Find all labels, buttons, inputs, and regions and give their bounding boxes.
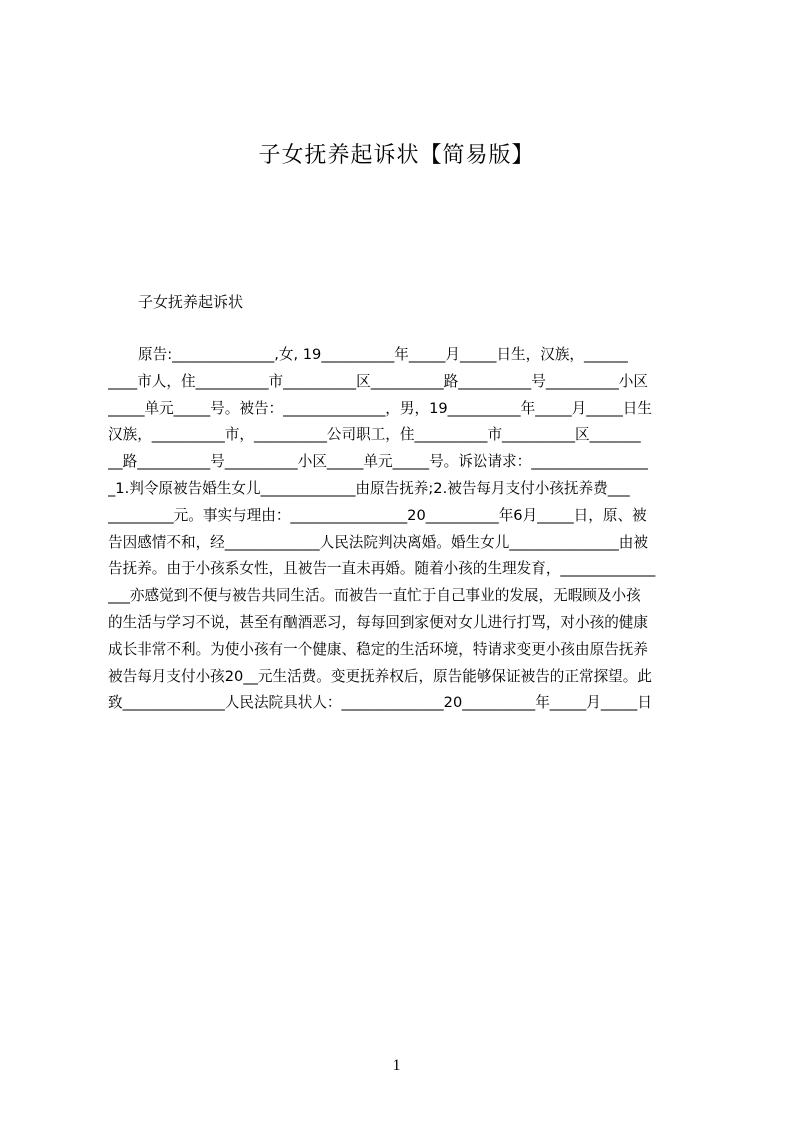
- body-line: 的生活与学习不说，甚至有酗酒恶习，每每回到家便对女儿进行打骂，对小孩的健康: [108, 613, 648, 631]
- body-line: 告抚养。由于小孩系女性，且被告一直未再婚。随着小孩的生理发育，_____________: [108, 560, 656, 578]
- body-line: __路__________号__________小区_____单元_____号。诉讼请求：________________: [108, 453, 648, 471]
- body-line: _1.判令原被告婚生女儿_____________由原告抚养;2.被告每月支付小孩抚养费___: [108, 479, 630, 497]
- body-line: 被告每月支付小孩20__元生活费。变更抚养权后，原告能够保证被告的正常探望。此: [108, 667, 652, 685]
- body-line: _________元。事实与理由：________________20__________年6月_____日，原、被: [108, 506, 647, 524]
- body-line: ___亦感觉到不便与被告共同生活。而被告一直忙于自己事业的发展，无暇顾及小孩: [108, 587, 641, 605]
- document-title: 子女抚养起诉状【简易版】: [258, 143, 535, 168]
- body-line: 致______________人民法院具状人：______________20__________年_____月_____日: [108, 694, 652, 712]
- document-subtitle: 子女抚养起诉状: [138, 293, 244, 311]
- body-line: 汉族，__________市，__________公司职工，住__________市__________区_______: [108, 426, 641, 444]
- body-line: _____单元_____号。被告：______________，男，19__________年_____月_____日生: [108, 399, 652, 417]
- page-number: 1: [392, 1057, 401, 1074]
- body-line: 成长非常不利。为使小孩有一个健康、稳定的生活环境，特请求变更小孩由原告抚养: [108, 640, 648, 658]
- complaint-body: [108, 342, 708, 717]
- body-line: 原告:______________,女, 19__________年_____月_____日生，汉族，______: [138, 346, 628, 363]
- body-line: ____市人，住__________市__________区__________路__________号__________小区: [108, 372, 648, 390]
- body-line: 告因感情不和，经_____________人民法院判决离婚。婚生女儿_______________由被: [108, 533, 648, 551]
